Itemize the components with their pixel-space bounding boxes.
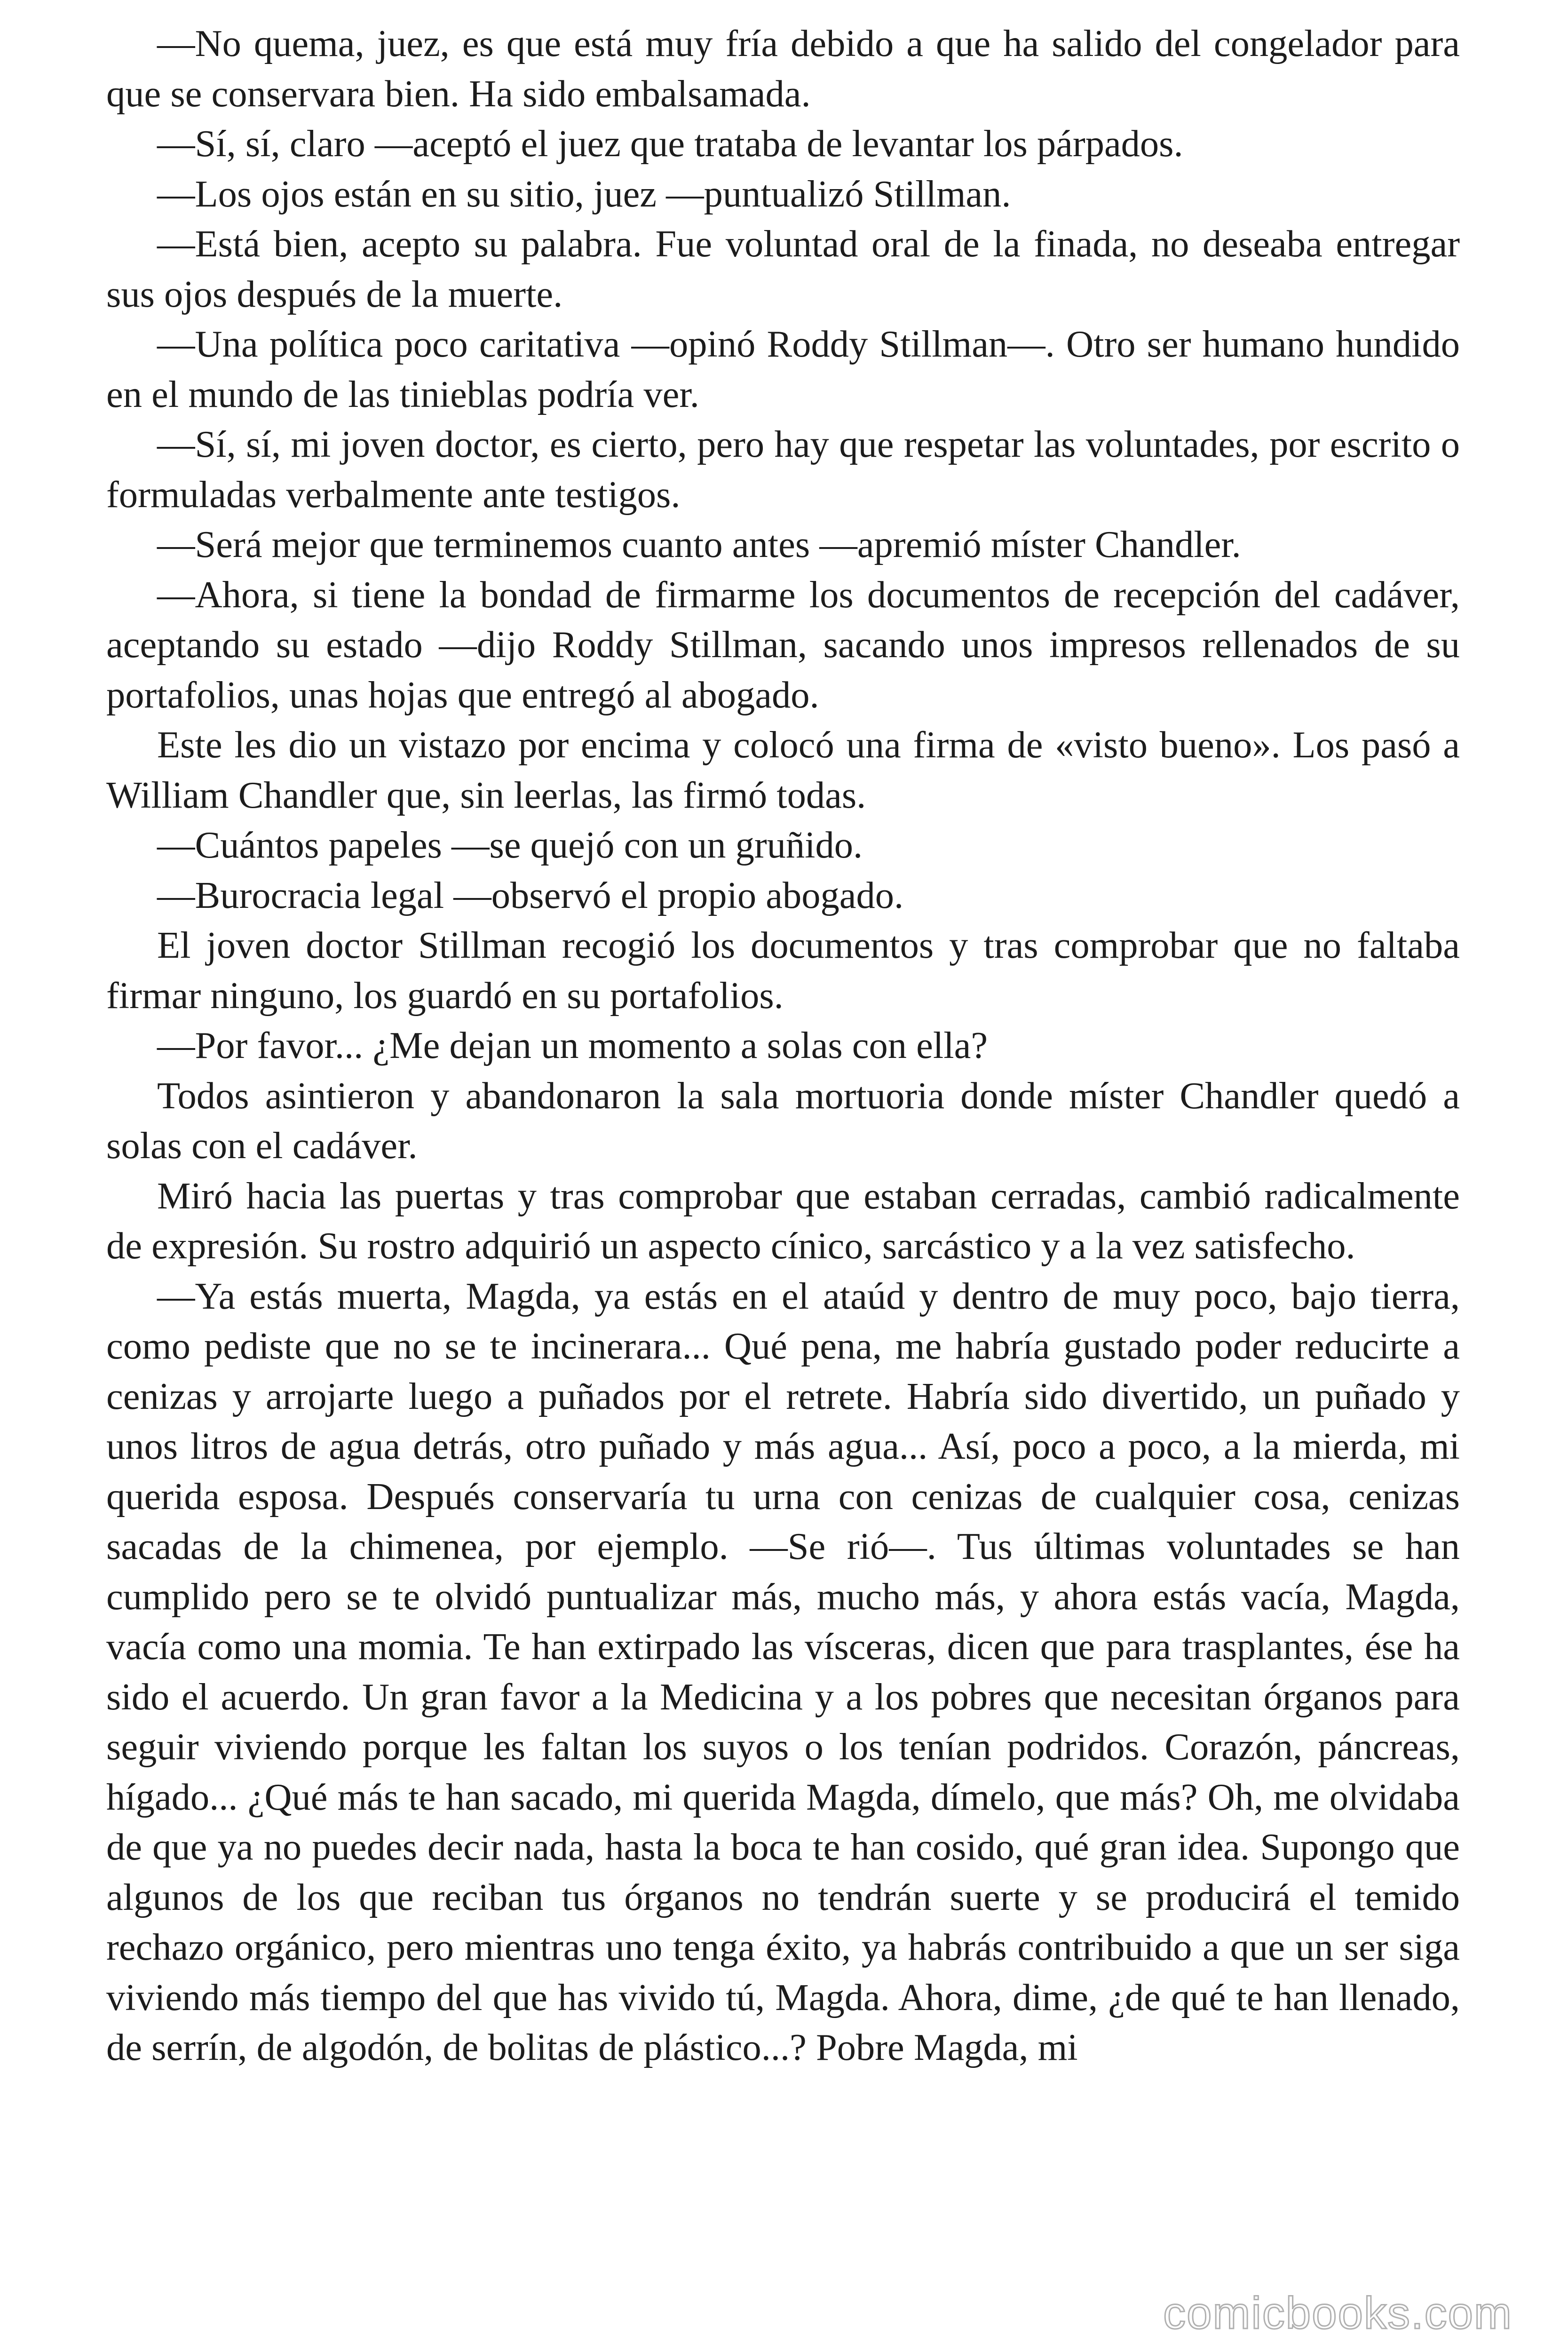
paragraph: —Burocracia legal —observó el propio abogado. [157, 874, 904, 916]
paragraph: —Una política poco caritativa —opinó Roddy Stillman—. Otro ser humano hundido en el mundo de las tinieblas podría ver. [106, 323, 1460, 415]
paragraph: —Los ojos están en su sitio, juez —puntualizó Stillman. [157, 173, 1011, 215]
paragraph: —No quema, juez, es que está muy fría debido a que ha salido del congelador para que se conservara bien. Ha sido embalsamada. [106, 23, 1460, 115]
paragraph: —Ahora, si tiene la bondad de firmarme los documentos de recepción del cadáver, aceptando su estado —dijo Roddy Stillman, sacando unos impresos rellenados de su portafolios, unas hojas que entregó al abogado. [106, 573, 1460, 716]
book-page [106, 19, 1460, 2314]
paragraph: —Sí, sí, mi joven doctor, es cierto, pero hay que respetar las voluntades, por escrito o formuladas verbalmente ante testigos. [106, 423, 1460, 516]
paragraph: Este les dio un vistazo por encima y colocó una firma de «visto bueno». Los pasó a William Chandler que, sin leerlas, las firmó todas. [106, 724, 1460, 816]
paragraph: Todos asintieron y abandonaron la sala mortuoria donde míster Chandler quedó a solas con el cadáver. [106, 1074, 1460, 1167]
paragraph: —Sí, sí, claro —aceptó el juez que trataba de levantar los párpados. [157, 123, 1183, 165]
paragraph: —Por favor... ¿Me dejan un momento a solas con ella? [157, 1025, 988, 1066]
paragraph: —Cuántos papeles —se quejó con un gruñido. [157, 824, 863, 866]
paragraph: Miró hacia las puertas y tras comprobar que estaban cerradas, cambió radicalmente de expresión. Su rostro adquirió un aspecto cínico, sarcástico y a la vez satisfecho. [106, 1175, 1460, 1267]
paragraph: —Ya estás muerta, Magda, ya estás en el ataúd y dentro de muy poco, bajo tierra, como pediste que no se te incinerara... Qué pena, me habría gustado poder reducirte a cenizas y arrojarte luego a puñados por el retrete. Habría sido divertido, un puñado y unos litros de agua detrás, otro puñado y más agua... Así, poco a poco, a la mierda, mi querida esposa. Después conservaría tu urna con cenizas de cualquier cosa, cenizas sacadas de la chimenea, por ejemplo. —Se rió—. Tus últimas voluntades se han cumplido pero se te olvidó puntualizar más, mucho más, y ahora estás vacía, Magda, vacía como una momia. Te han extirpado las vísceras, dicen que para trasplantes, ése ha sido el acuerdo. Un gran favor a la Medicina y a los pobres que necesitan órganos para seguir viviendo porque les faltan los suyos o los tenían podridos. Corazón, páncreas, hígado... ¿Qué más te han sacado, mi querida Magda, dímelo, que más? Oh, me olvidaba de que ya no puedes decir nada, hasta la boca te han cosido, qué gran idea. Supongo que algunos de los que reciban tus órganos no tendrán suerte y se producirá el temido rechazo orgánico, pero mientras uno tenga éxito, ya habrás contribuido a que un ser siga viviendo más tiempo del que has vivido tú, Magda. Ahora, dime, ¿de qué te han llenado, de serrín, de algodón, de bolitas de plástico...? Pobre Magda, mi [106, 1275, 1460, 2068]
paragraph: —Será mejor que terminemos cuanto antes —apremió míster Chandler. [157, 524, 1241, 565]
paragraph: El joven doctor Stillman recogió los documentos y tras comprobar que no faltaba firmar ninguno, los guardó en su portafolios. [106, 924, 1460, 1017]
watermark-text: comicbooks.com [1163, 2288, 1513, 2338]
paragraph: —Está bien, acepto su palabra. Fue voluntad oral de la finada, no deseaba entregar sus ojos después de la muerte. [106, 223, 1460, 315]
